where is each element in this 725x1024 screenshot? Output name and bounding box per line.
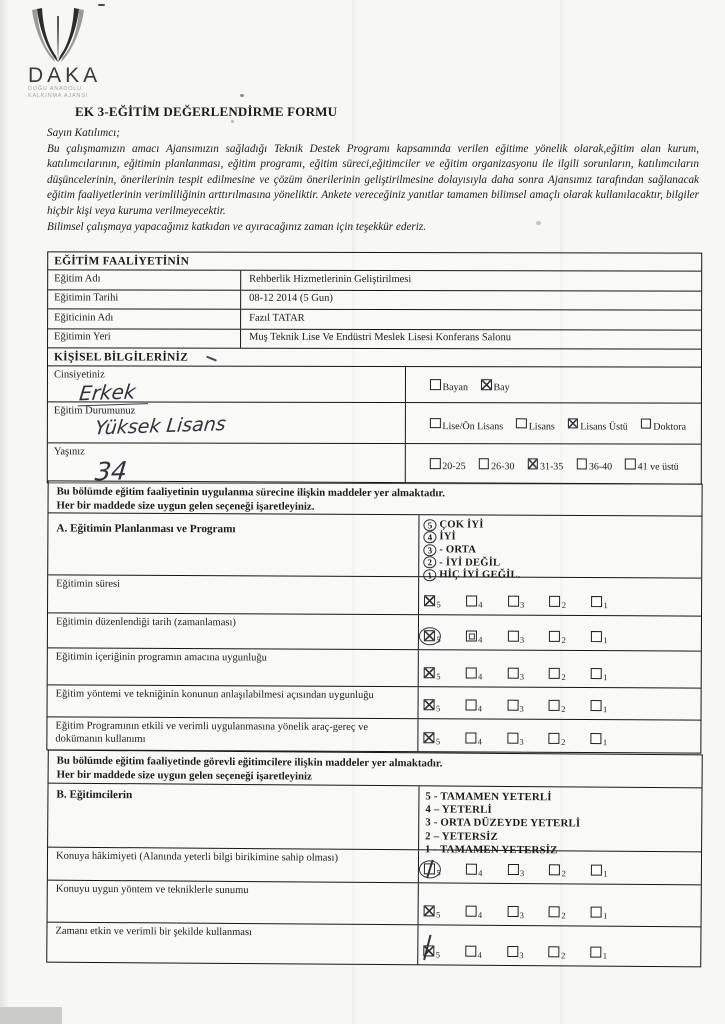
option-checkbox [641, 418, 687, 433]
table-section-header-row [48, 252, 701, 270]
table-row [48, 684, 701, 719]
checkbox-box-4 [466, 595, 477, 606]
section-intro-row [49, 751, 702, 788]
legend-number-circled: 3 [423, 543, 437, 556]
option-label: Doktora [653, 421, 687, 433]
legend-item: 1 - TAMAMEN YETERSİZ [425, 843, 558, 857]
table-row [48, 289, 701, 310]
pen-tick-mark [206, 356, 217, 362]
rating-checkbox-4 [465, 906, 483, 920]
option-checkbox [430, 379, 469, 394]
option-checkbox [625, 459, 679, 473]
option-label: 26-30 [491, 461, 515, 473]
rating-checkbox-2 [549, 700, 566, 714]
field-value: 08-12 2014 (5 Gun) [249, 292, 333, 304]
legend-label: - ORTA [439, 544, 477, 556]
rating-checkbox-2 [549, 668, 566, 682]
checkbox-box-5 [424, 863, 435, 874]
table-row [48, 442, 701, 486]
rating-checkbox-3 [507, 946, 524, 961]
handwritten-answer: Erkek [78, 378, 151, 405]
option-label: Bayan [442, 382, 469, 394]
section-heading: B. Eğitimcilerin [48, 784, 419, 850]
rating-checkbox-1 [591, 631, 608, 646]
checkbox-number-label: 3 [519, 634, 525, 645]
rating-checkbox-3 [507, 668, 524, 682]
logo-brand-text: DAKA [28, 64, 102, 87]
checkbox-number-label: 5 [436, 909, 441, 920]
section-intro-line2: Her bir maddede size uygun gelen seçeneği işaretleyiniz [56, 768, 312, 783]
checkbox-number-label: 2 [561, 703, 566, 714]
option-label: Bay [493, 382, 510, 394]
checkbox-box-2 [549, 864, 560, 875]
checkbox-number-label: 5 [436, 671, 441, 682]
statement-label: Eğitimin düzenlendiği tarih (zamanlaması) [48, 613, 419, 649]
rating-checkbox-1 [590, 733, 608, 748]
option-checkbox [481, 379, 510, 394]
checkbox-box-2 [549, 596, 560, 607]
rating-checkbox-3 [507, 733, 524, 747]
checkbox-number-label: 1 [603, 704, 608, 715]
checkbox-number-label: 4 [478, 599, 483, 610]
field-label: Eğiticinin Adı [48, 309, 241, 328]
intro-salutation: Sayın Katılımcı; [47, 127, 121, 139]
checkbox-box-4 [466, 630, 477, 641]
checkbox-box-1 [590, 947, 601, 958]
scan-corner-patch [0, 1007, 62, 1024]
rating-scale [419, 883, 701, 926]
statement-label: Eğitim Programının etkili ve verimli uygulanmasına yönelik araç-gereç ve dokümanın kullanımı [47, 717, 418, 751]
legend-label: - İYİ DEĞİL [439, 556, 501, 569]
legend-list [419, 515, 701, 582]
rating-scale [418, 719, 700, 752]
legend-label: ÇOK İYİ [439, 519, 484, 531]
logo-subtext-line1: DOĞU ANADOLU [28, 86, 82, 92]
option-label: Lise/Ön Lisans [442, 420, 504, 432]
option-label: Lisans Üstü [580, 420, 628, 433]
rating-checkbox-2 [549, 946, 566, 961]
rating-scale [418, 925, 700, 966]
checkbox-number-label: 5 [436, 599, 441, 610]
checkbox-number-label: 1 [603, 600, 608, 611]
checkbox-number-label: 4 [478, 634, 483, 645]
checkbox-number-label: 5 [436, 634, 441, 645]
rating-scale [419, 650, 701, 687]
checkbox-number-label: 2 [561, 671, 566, 682]
checkbox-box-4 [465, 732, 476, 743]
checkbox-box-3 [507, 946, 518, 957]
checkbox-box-2 [549, 631, 560, 642]
rating-checkbox-3 [507, 700, 524, 714]
legend-item [423, 518, 701, 532]
table-row [48, 401, 701, 443]
checkbox-number-label: 3 [520, 599, 525, 610]
option-checkbox [430, 458, 466, 473]
rating-checkbox-2 [549, 864, 566, 879]
section-intro-line1: Bu bölümde eğitim faaliyetinde görevli eğitimcilere ilişkin maddeler yer almaktadır. [56, 754, 443, 770]
rating-checkbox-2 [549, 906, 566, 921]
legend-item: 3 - ORTA DÜZEYDE YETERLİ [425, 816, 581, 830]
personal-section-title: KİŞİSEL BİLGİLERİNİZ [54, 351, 189, 364]
checkbox-number-label: 2 [561, 910, 566, 921]
section-b-table [46, 750, 703, 968]
checkbox-box-1 [591, 631, 602, 642]
checkbox-number-label: 1 [603, 635, 608, 646]
legend-item [423, 543, 701, 557]
checkbox-box-4 [466, 864, 477, 875]
rating-checkbox-5 [424, 905, 441, 920]
field-label: Eğitim Adı [48, 270, 241, 289]
checkbox-number-label: 4 [477, 949, 482, 960]
checkbox-box-2 [549, 668, 560, 679]
question-cell [48, 402, 406, 443]
intro-paragraph [47, 126, 699, 235]
option-checkbox [479, 458, 515, 473]
rating-checkbox-2 [549, 596, 567, 610]
option-checkbox [430, 418, 504, 432]
legend-item: 2 – YETERSİZ [425, 829, 499, 843]
section-intro-line2: Her bir maddede size uygun gelen seçeneği işaretleyiniz. [56, 499, 315, 513]
checkbox-box [527, 458, 538, 469]
checkbox-box-4 [465, 667, 476, 678]
checkbox-number-label: 1 [603, 672, 608, 683]
checkbox-number-label: 3 [519, 671, 524, 682]
checkbox-box-4 [465, 699, 476, 710]
checkbox-number-label: 1 [602, 737, 608, 748]
checkbox-box-4 [465, 946, 476, 957]
question-cell [48, 366, 406, 405]
scan-speck [240, 94, 244, 97]
checkbox-number-label: 2 [561, 634, 566, 645]
rating-checkbox-4 [465, 667, 483, 682]
table-row [48, 847, 701, 885]
question-label: Eğitim Durumunuz [53, 404, 136, 416]
table-row [48, 308, 701, 329]
section-intro-text [49, 481, 453, 514]
intro-thanks: Bilimsel çalışmaya yapacağınız katkıdan ve ayıracağınız zaman için teşekkür ederiz. [47, 220, 427, 233]
field-value: Rehberlik Hizmetlerinin Geliştirilmesi [249, 273, 412, 285]
legend-number-circled: 4 [423, 531, 437, 544]
checkbox-box-3 [507, 668, 518, 679]
checkbox-box-2 [549, 906, 560, 917]
checkbox-number-label: 2 [561, 736, 566, 747]
checkbox-box [430, 418, 441, 429]
rating-checkbox-1 [591, 596, 608, 611]
intro-body: Bu çalışmamızın amacı Ajansımızın sağladığı Teknik Destek Programı kapsamında verilen eğitime yönelik olarak,eğitim alan kurum, katılımcılarının, eğitimin planlanması, eğitim programı, eğitim süreci,eğitimciler ve eğitim organizasyonu ile ilgili sorunların, katılımcıların düşüncelerinin, önerilerinin tespit edilmesine ve çözüm önerilerinin geliştirilmesine dolayısıyla daha sonra Ajansımız tarafından sağlanacak eğitim faaliyetlerinin verimliliğinin arttırılmasına yöneliktir. Ankete vereceğiniz yanıtlar tamamen bilimsel amaçlı olarak kullanılacaktır, bilgiler hiçbir kişi veya kuruma verilmeyecektir. [47, 142, 699, 217]
checkbox-box-5 [424, 905, 435, 916]
checkbox-box [430, 379, 441, 390]
statement-label: Eğitimin süresi [48, 575, 419, 614]
rating-checkbox-5 [423, 945, 441, 960]
logo-subtext-line2: KALKINMA AJANSI [28, 92, 88, 99]
legend-label: İYİ [439, 531, 456, 543]
checkbox-box-2 [549, 946, 560, 957]
handwritten-answer: Yüksek Lisans [93, 412, 228, 439]
rating-checkbox-1 [591, 907, 608, 921]
rating-checkbox-5 [424, 667, 441, 682]
rating-checkbox-2 [549, 733, 566, 747]
checkbox-number-label: 4 [477, 909, 483, 920]
checkbox-number-label: 1 [602, 950, 608, 961]
checkbox-box-1 [590, 733, 601, 744]
table-row [48, 647, 701, 687]
question-label: Yaşınız [53, 445, 85, 457]
checkbox-number-label: 4 [477, 671, 483, 682]
rating-checkbox-5 [424, 699, 441, 714]
rating-checkbox-4 [466, 864, 483, 878]
option-checkbox [516, 418, 555, 432]
statement-label: Zamanı etkin ve verimli bir şekilde kullanması [47, 923, 418, 965]
checkbox-number-label: 1 [603, 910, 608, 921]
checkbox-number-label: 4 [477, 736, 482, 747]
rating-checkbox-4 [465, 946, 482, 960]
checkbox-number-label: 2 [561, 868, 566, 879]
page-title: EK 3-EĞİTİM DEĞERLENDİRME FORMU [75, 104, 338, 119]
rating-checkbox-4 [466, 630, 483, 645]
options-cell [406, 444, 701, 484]
legend-number-circled: 5 [423, 518, 437, 531]
option-label: 36-40 [588, 461, 613, 473]
section-intro-row [49, 481, 702, 515]
rating-scale [419, 687, 701, 719]
rating-checkbox-4 [466, 595, 483, 610]
option-label: Lisans [528, 420, 555, 432]
question-cell [48, 443, 406, 486]
checkbox-box [430, 458, 441, 469]
tulip-logo-icon [28, 6, 90, 66]
checkbox-box [516, 418, 527, 429]
rating-legend [419, 786, 701, 857]
table-row [48, 269, 701, 290]
rating-checkbox-3 [507, 631, 525, 645]
checkbox-number-label: 2 [561, 950, 566, 961]
field-value: Fazıl TATAR [249, 312, 305, 324]
checkbox-box [568, 418, 579, 429]
rating-checkbox-1 [591, 865, 608, 879]
checkbox-box [641, 418, 652, 429]
checkbox-number-label: 3 [519, 736, 524, 747]
statement-label: Konuyu uygun yöntem ve tekniklerle sunumu [48, 881, 419, 925]
checkbox-box-1 [591, 700, 602, 711]
checkbox-number-label: 5 [436, 867, 441, 878]
rating-legend [419, 515, 701, 581]
checkbox-number-label: 3 [519, 703, 524, 714]
options-cell [406, 367, 701, 403]
option-checkbox [527, 458, 564, 473]
option-label: 41 ve üstü [637, 461, 679, 473]
statement-label: Konuya hâkimiyeti (Alanında yeterli bilgi birikimine sahip olması) [48, 848, 419, 883]
checkbox-box-3 [507, 700, 518, 711]
rating-checkbox-4 [465, 699, 483, 714]
legend-label: HİÇ İYİ GEĞİL. [439, 569, 521, 581]
rating-checkbox-2 [549, 631, 566, 645]
legend-item [423, 556, 701, 570]
rating-checkbox-3 [507, 906, 524, 921]
checkbox-box-5 [423, 732, 434, 743]
table-section-header-row [48, 347, 701, 366]
options-cell [406, 403, 701, 444]
checkbox-number-label: 5 [436, 703, 441, 714]
checkbox-box-5 [424, 630, 435, 641]
checkbox-box-4 [465, 906, 476, 917]
scan-speck [231, 120, 234, 123]
checkbox-box-3 [507, 906, 518, 917]
table-row [48, 574, 701, 615]
section-intro-text [49, 751, 451, 786]
handwritten-answer: 34 [93, 455, 129, 486]
rating-checkbox-3 [508, 596, 525, 610]
rating-checkbox-3 [507, 864, 525, 879]
checkbox-box-2 [549, 700, 560, 711]
section-heading-row [48, 512, 701, 581]
checkbox-number-label: 3 [519, 910, 524, 921]
option-label: 20-25 [442, 461, 466, 473]
checkbox-box [481, 379, 492, 390]
section-intro-line1: Bu bölümde eğitim faaliyetinin uygulanma sürecine ilişkin maddeler yer almaktadır. [56, 485, 445, 500]
checkbox-box-1 [591, 907, 602, 918]
daka-logo [28, 6, 168, 99]
checkbox-box [576, 458, 587, 469]
checkbox-box-5 [424, 667, 435, 678]
rating-checkbox-4 [465, 732, 482, 747]
rating-checkbox-5 [424, 595, 441, 610]
table-row [47, 922, 700, 967]
rating-checkbox-1 [591, 668, 608, 683]
rating-checkbox-5 [424, 863, 441, 878]
legend-item: 4 – YETERLİ [425, 803, 493, 817]
rating-scale [419, 577, 701, 615]
legend-list [419, 786, 702, 858]
legend-item: 5 - TAMAMEN YETERLİ [425, 790, 552, 804]
option-label: 31-35 [539, 461, 564, 473]
activity-and-personal-table [47, 251, 702, 484]
table-row [48, 365, 701, 405]
section-heading: A. Eğitimin Planlanması ve Programı [48, 513, 419, 576]
table-row [48, 880, 701, 927]
checkbox-number-label: 1 [603, 868, 608, 879]
legend-number-circled: 1 [423, 569, 437, 582]
table-row [48, 328, 701, 349]
table-row [47, 716, 700, 752]
field-value: Muş Teknik Lise Ve Endüstri Meslek Lisesi Konferans Salonu [249, 331, 512, 344]
field-label: Eğitimin Yeri [48, 329, 241, 348]
section-a-table [46, 480, 702, 753]
checkbox-box-3 [507, 733, 518, 744]
checkbox-number-label: 4 [477, 703, 483, 714]
question-label: Cinsiyetiniz [53, 368, 105, 380]
statement-label: Eğitimin içeriğinin programın amacına uygunluğu [48, 648, 419, 686]
checkbox-number-label: 3 [519, 868, 525, 879]
table-row [48, 612, 701, 650]
checkbox-box [479, 458, 490, 469]
option-checkbox [568, 418, 628, 433]
rating-scale [419, 615, 701, 650]
checkbox-box-5 [424, 595, 435, 606]
checkbox-box-5 [424, 699, 435, 710]
checkbox-box-5 [423, 945, 434, 956]
checkbox-number-label: 4 [478, 867, 483, 878]
checkbox-box [625, 459, 636, 470]
field-label: Eğitimin Tarihi [48, 290, 241, 309]
legend-number-circled: 2 [423, 556, 437, 569]
scan-edge-shadow [0, 0, 9, 1024]
rating-checkbox-5 [423, 732, 441, 747]
checkbox-box-3 [507, 631, 518, 642]
checkbox-box-1 [591, 596, 602, 607]
checkbox-number-label: 3 [519, 950, 524, 961]
activity-section-title: EĞİTİM FAALİYETİNİN [54, 255, 190, 268]
checkbox-box-2 [549, 733, 560, 744]
statement-label: Eğitim yöntemi ve tekniğinin konunun anlaşılabilmesi açısından uygunluğu [48, 685, 419, 718]
checkbox-box-3 [507, 864, 518, 875]
checkbox-box-1 [591, 865, 602, 876]
checkbox-number-label: 2 [561, 599, 567, 610]
checkbox-number-label: 5 [435, 949, 441, 960]
checkbox-number-label: 5 [435, 736, 441, 747]
checkbox-box-3 [508, 596, 519, 607]
option-checkbox [576, 458, 613, 473]
rating-checkbox-5 [424, 630, 441, 645]
rating-checkbox-1 [590, 947, 608, 961]
rating-checkbox-1 [591, 700, 608, 715]
checkbox-box-1 [591, 668, 602, 679]
rating-scale [419, 850, 701, 884]
